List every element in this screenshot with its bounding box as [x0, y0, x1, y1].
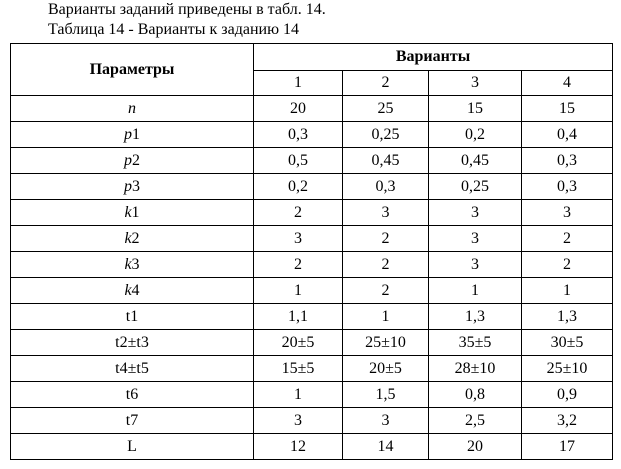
value-cell: 35±5	[429, 330, 522, 356]
value-cell: 2	[522, 252, 613, 278]
param-symbol: p	[124, 125, 132, 143]
value-cell: 17	[522, 434, 613, 460]
value-cell: 3	[429, 200, 522, 226]
value-cell: 30±5	[522, 330, 613, 356]
table-row	[11, 382, 613, 408]
param-index: t1	[125, 307, 139, 325]
param-symbol: p	[124, 151, 132, 169]
param-name-cell	[11, 330, 254, 356]
table-row	[11, 408, 613, 434]
value-cell: 0,3	[522, 174, 613, 200]
table-body	[11, 96, 613, 460]
table-row	[11, 356, 613, 382]
value-cell: 1,3	[429, 304, 522, 330]
value-cell: 1	[343, 304, 429, 330]
param-index: 3	[132, 177, 140, 195]
param-index: t4±t5	[115, 359, 149, 377]
table-row	[11, 304, 613, 330]
value-cell: 3	[522, 200, 613, 226]
value-cell: 0,3	[522, 148, 613, 174]
value-cell: 25±10	[522, 356, 613, 382]
value-cell: 2	[343, 252, 429, 278]
value-cell: 3	[429, 252, 522, 278]
table-caption: Таблица 14 - Варианты к заданию 14	[48, 21, 300, 38]
param-index: 3	[131, 255, 140, 273]
value-cell: 1	[522, 278, 613, 304]
param-symbol: p	[124, 177, 132, 195]
value-cell: 25±10	[343, 330, 429, 356]
param-name-cell	[11, 278, 254, 304]
param-name-cell	[11, 252, 254, 278]
param-name-cell	[11, 148, 254, 174]
value-cell: 25	[343, 96, 429, 122]
param-index: 2	[131, 229, 140, 247]
variant-number: 1	[254, 71, 343, 96]
variant-number: 2	[343, 71, 429, 96]
value-cell: 14	[343, 434, 429, 460]
value-cell: 0,45	[343, 148, 429, 174]
value-cell: 2	[254, 252, 343, 278]
value-cell: 0,9	[522, 382, 613, 408]
value-cell: 2	[522, 226, 613, 252]
table-row	[11, 434, 613, 460]
table-row	[11, 278, 613, 304]
value-cell: 1	[429, 278, 522, 304]
table-row	[11, 200, 613, 226]
value-cell: 0,8	[429, 382, 522, 408]
param-name-cell	[11, 304, 254, 330]
table-row	[11, 174, 613, 200]
param-index: 4	[131, 281, 140, 299]
value-cell: 0,2	[429, 122, 522, 148]
value-cell: 28±10	[429, 356, 522, 382]
param-index: 1	[132, 125, 140, 143]
value-cell: 20	[429, 434, 522, 460]
value-cell: 2,5	[429, 408, 522, 434]
param-symbol: k	[124, 203, 132, 221]
param-name-cell	[11, 356, 254, 382]
value-cell: 1	[254, 278, 343, 304]
param-name-cell	[11, 382, 254, 408]
value-cell: 1,3	[522, 304, 613, 330]
value-cell: 3	[254, 408, 343, 434]
param-symbol: k	[124, 229, 132, 247]
value-cell: 12	[254, 434, 343, 460]
value-cell: 0,3	[254, 122, 343, 148]
param-index: 2	[132, 151, 140, 169]
variants-table	[10, 43, 613, 460]
value-cell: 1	[254, 382, 343, 408]
value-cell: 3	[254, 226, 343, 252]
param-name-cell	[11, 174, 254, 200]
value-cell: 20±5	[343, 356, 429, 382]
intro-text: Варианты заданий приведены в табл. 14.	[48, 1, 326, 18]
table-row	[11, 96, 613, 122]
param-symbol: k	[124, 255, 132, 273]
value-cell: 2	[343, 226, 429, 252]
param-index: t7	[125, 411, 139, 429]
value-cell: 0,45	[429, 148, 522, 174]
value-cell: 0,4	[522, 122, 613, 148]
variant-number: 4	[522, 71, 613, 96]
param-index: t6	[125, 385, 139, 403]
value-cell: 15±5	[254, 356, 343, 382]
param-name-cell	[11, 200, 254, 226]
value-cell: 3	[429, 226, 522, 252]
value-cell: 0,5	[254, 148, 343, 174]
value-cell: 0,25	[343, 122, 429, 148]
value-cell: 0,25	[429, 174, 522, 200]
value-cell: 2	[254, 200, 343, 226]
value-cell: 0,2	[254, 174, 343, 200]
value-cell: 15	[522, 96, 613, 122]
param-name-cell	[11, 434, 254, 460]
value-cell: 1,1	[254, 304, 343, 330]
param-header: Параметры	[11, 44, 254, 96]
param-name-cell	[11, 226, 254, 252]
param-symbol: k	[124, 281, 132, 299]
param-index: t2±t3	[115, 333, 149, 351]
value-cell: 20±5	[254, 330, 343, 356]
table-row	[11, 148, 613, 174]
value-cell: 2	[343, 278, 429, 304]
value-cell: 20	[254, 96, 343, 122]
value-cell: 1,5	[343, 382, 429, 408]
param-name-cell	[11, 408, 254, 434]
value-cell: 3	[343, 408, 429, 434]
variant-number: 3	[429, 71, 522, 96]
param-name-cell	[11, 96, 254, 122]
table-row	[11, 330, 613, 356]
value-cell: 3,2	[522, 408, 613, 434]
value-cell: 0,3	[343, 174, 429, 200]
table-row	[11, 122, 613, 148]
param-index: 1	[131, 203, 140, 221]
param-index: L	[127, 437, 137, 455]
param-name-cell	[11, 122, 254, 148]
variants-header: Варианты	[254, 44, 613, 71]
param-symbol: n	[128, 99, 136, 117]
value-cell: 15	[429, 96, 522, 122]
table-row	[11, 226, 613, 252]
value-cell: 3	[343, 200, 429, 226]
table-row	[11, 252, 613, 278]
